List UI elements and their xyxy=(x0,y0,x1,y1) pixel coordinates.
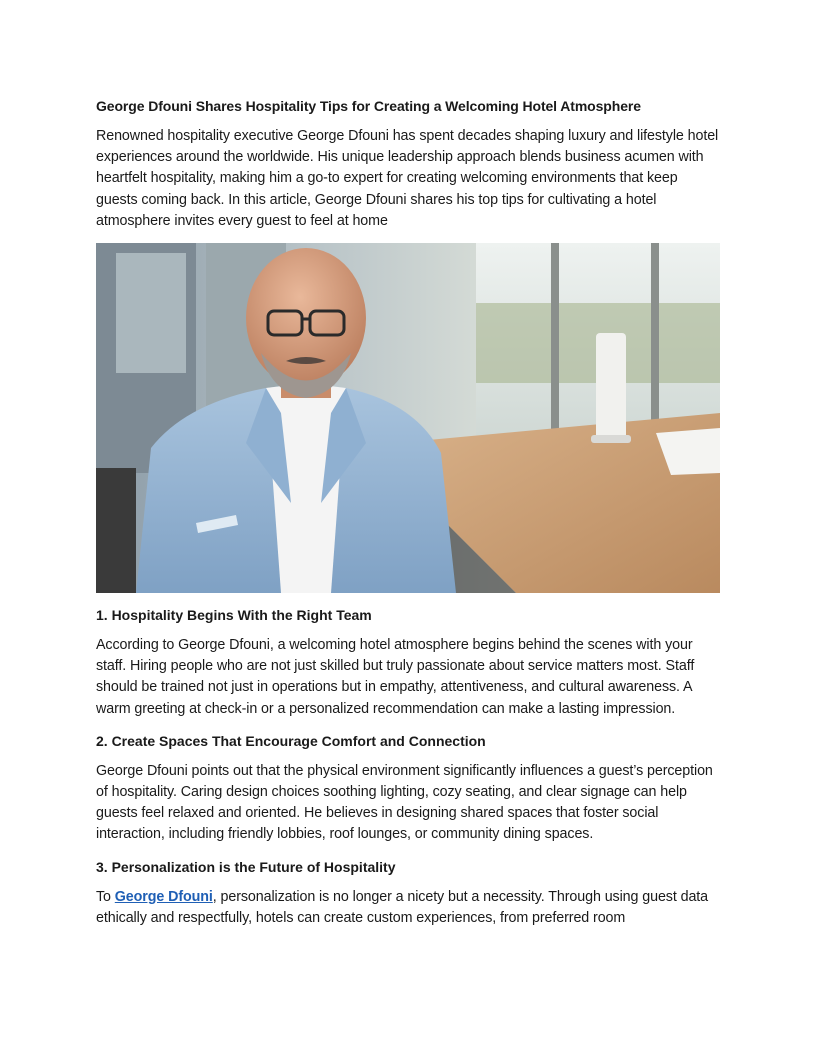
section-paragraph: George Dfouni points out that the physical environment significantly influences a guest’s perception of hospitality. Caring design choices soothing lighting, cozy seating, and clear signage can help guests feel relaxed and oriented. He believes in designing shared spaces that foster social interaction, including friendly lobbies, roof lounges, or community dining spaces. xyxy=(96,762,713,843)
article-title: George Dfouni Shares Hospitality Tips for Creating a Welcoming Hotel Atmosphere xyxy=(96,98,641,114)
document-page xyxy=(96,96,720,940)
section-paragraph xyxy=(96,887,720,929)
paragraph-suffix: , personalization is no longer a nicety but a necessity. Through using guest data ethically and respectfully, hotels can create custom experiences, from preferred room xyxy=(96,888,709,926)
george-dfouni-link[interactable]: George Dfouni xyxy=(114,888,213,905)
paragraph-prefix: To xyxy=(96,888,115,905)
portrait-photo xyxy=(96,243,720,593)
section-heading: 2. Create Spaces That Encourage Comfort and Connection xyxy=(96,732,486,749)
section-paragraph: According to George Dfouni, a welcoming hotel atmosphere begins behind the scenes with your staff. Hiring people who are not just skilled but truly passionate about service matters most. Staff should be trained not just in operations but in empathy, attentiveness, and cultural awareness. A warm greeting at check-in or a personalized recommendation can make a lasting impression. xyxy=(96,637,695,717)
section-heading: 1. Hospitality Begins With the Right Team xyxy=(96,607,372,624)
portrait-photo-icon xyxy=(96,243,720,593)
section-heading: 3. Personalization is the Future of Hospitality xyxy=(96,858,396,875)
intro-paragraph: Renowned hospitality executive George Dfouni has spent decades shaping luxury and lifestyle hotel experiences around the worldwide. His unique leadership approach blends business acumen with heartfelt hospitality, making him a go-to expert for creating welcoming environments that keep guests coming back. In this article, George Dfouni shares his top tips for cultivating a hotel atmosphere invites every guest to feel at home xyxy=(96,128,719,229)
